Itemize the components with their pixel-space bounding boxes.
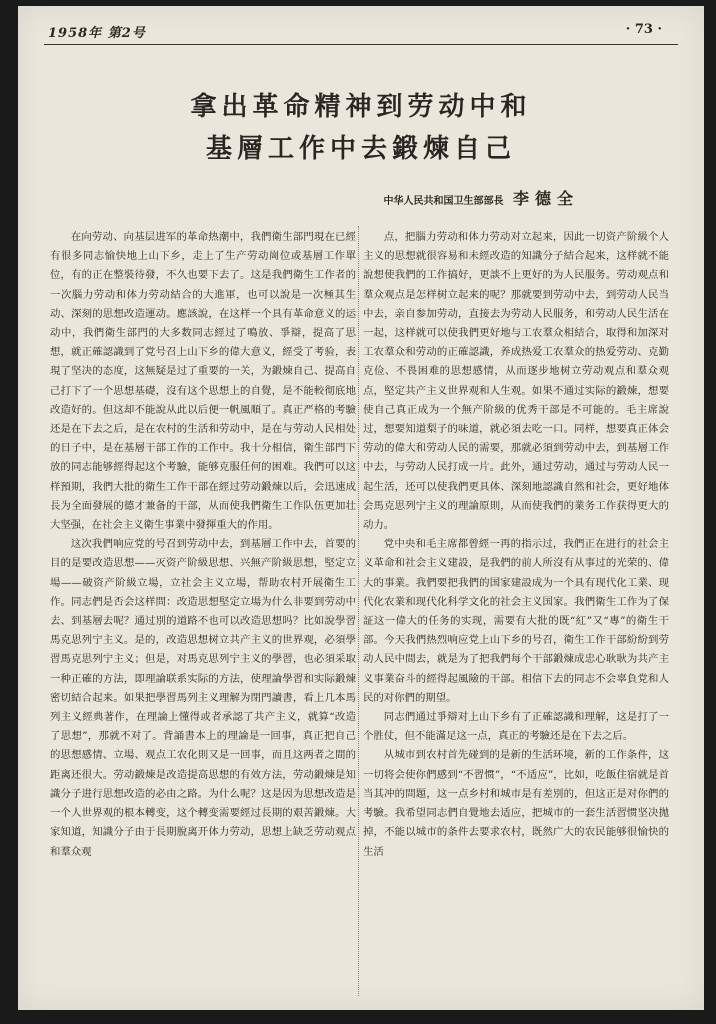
author-name: 李德全	[512, 189, 579, 208]
page-number: · 73 ·	[625, 22, 662, 37]
author-role: 中华人民共和国卫生部部長	[383, 196, 504, 207]
header-rule	[44, 44, 678, 45]
paragraph: 同志們通过爭辯对上山下乡有了正確認識和理解，这是打了一个胜仗，但不能滿足这一点，真正的考驗还是在下去之后。	[363, 711, 669, 743]
right-column	[363, 228, 669, 862]
issue-label: 1958年 第2号	[48, 26, 146, 41]
paragraph: 从城市到农村首先碰到的是新的生活环境，新的工作条件，这一切将会使你們感到“不習惯”，“不适应”，比如，吃飯住宿就是首当其冲的問題，这一点乡村和城市是有差別的，但这正是对你們的考驗。我希望同志們自覺地去适应，把城市的一套生活習惯坚决拋掉，不能以城市的条件去要求农村，既然广大的农民能够很愉快的生活	[363, 749, 669, 858]
article-title-line1: 拿出革命精神到劳动中和	[190, 92, 532, 122]
left-column	[50, 228, 356, 862]
paragraph: 点，把腦力劳动和体力劳动对立起来，因此一切资产阶級个人主义的思想就很容易和未經改造的知識分子結合起来，这样就不能說想使我們的工作搞好，更談不上更好的为人民服务。劳动观点和羣众观点是怎样树立起来的呢？那就要到劳动中去，到劳动人民当中去，亲自参加劳动，直接去为劳动人民服务，和劳动人民生活在一起，这样就可以使我們更好地与工农羣众相結合，取得和加深对工农羣众和劳动的正確認識，养成热爱工农羣众的热爱劳动、克勤克俭、不畏困难的思想感情，从而逐步地树立劳动观点和羣众观点，堅定共产主义世界观和人生观。如果不通过实际的鍛煉，想要使自己真正成为一个無产阶級的优秀干部是不可能的。毛主席說过，想要知道梨子的味道，就必須去吃一口。同样，想要真正体会劳动的偉大和劳动人民的需要，那就必須到劳动中去，到基層工作中去，与劳动人民打成一片。此外，通过劳动，通过与劳动人民一起生活，还可以使我們更具体、深刻地認識自然和社会，更好地体会馬克思列宁主义的理論原則，从而使我們的業务工作获得更大的动力。	[363, 231, 669, 532]
document-page	[18, 6, 704, 1010]
column-divider	[358, 226, 359, 996]
byline	[384, 186, 580, 209]
paragraph: 党中央和毛主席都曾經一再的指示过，我們正在进行的社会主义革命和社会主义建設，是我們的前人所沒有从事过的光荣的、偉大的事業。我們要把我們的国家建設成为一个具有现代化工業、现代化农業和现代化科学文化的社会主义国家。我們衛生工作为了保証这一偉大的任务的实现，需要有大批的既“紅”又“專”的衛生干部。今天我們热烈响应党上山下乡的号召，衛生工作干部紛紛到劳动人民中間去，就是为了把我們每个干部鍛煉成忠心耿耿为共产主义事業奋斗的經得起風險的干部。相信下去的同志不会辜負党和人民的对你們的期望。	[363, 538, 669, 704]
paragraph: 在向劳动、向基层进军的革命热潮中，我們衛生部門現在已經有很多同志愉快地上山下乡，走上了生产劳动崗位或基層工作單位，有的正在整裝待發，不久也要下去了。这是我們衛生工作者的一次腦力劳动和体力劳动結合的大進軍，也可以說是一次極其生动、深刻的思想改造運动。應該說，在这样一个具有革命意义的运动中，我們衛生部門的大多数同志經过了鳴放、爭辯，提高了思想，就正確認識到了党号召上山下乡的偉大意义，經受了考验，表現了坚决的态度，这無疑是过了重要的一关，为鍛煉自己、提高自己打下了一个思想基礎，沒有这个思想上的自覺，是不能較彻底地改造好的。但这却不能說从此以后便一帆風順了。真正严格的考驗还是在下去之后，是在农村的生活和劳动中，是在与劳动人民相处的日子中，是在基層干部工作的工作中。我十分相信，衛生部門下放的同志能够經得起这个考驗，能够克服任何的困难。我們可以这样預期，我們大批的衛生工作干部在經过劳动鍛煉以后，会迅速成長为全面發展的德才兼备的干部，从而使我們衛生工作队伍更加壮大坚强，在社会主义衛生事業中發揮重大的作用。	[50, 231, 356, 532]
article-title-line2: 基層工作中去鍛煉自己	[205, 134, 516, 164]
paragraph: 这次我們响应党的号召到劳动中去，到基層工作中去，首要的目的是要改造思想——灭资产阶級思想、兴無产阶級思想，堅定立場——破资产阶級立場，立社会主义立場，帮助农村开展衛生工作。同志們是否会这样問：改造思想堅定立場为什么非要到劳动中去、到基層去呢？通过別的道路不也可以改造思想吗？比如說學習馬克思列宁主义。是的，改造思想树立共产主义的世界观，必須學習馬克思列宁主义；但是，对馬克思列宁主义的學習，也必須采取一种正確的方法，即理論联系实际的方法，使理論學習和实际鍛煉密切結合起来。如果把學習馬列主义理解为閉門讀書，看上几本馬列主义經典著作，在理論上懂得或者承認了共产主义，就算“改造了思想”，那就不对了。背誦書本上的理論是一回事，真正把自己的思想感情、立場、观点工农化則又是一回事，而且这两者之間的距离还很大。劳动鍛煉是改造提高思想的有效方法，劳动鍛煉是知識分子进行思想改造的必由之路。为什么呢？这是因为思想改造是一个人世界观的根本轉变，这个轉变需要經过長期的艰苦鍛煉。大家知道，知識分子由于長期脫离开体力劳动，思想上缺乏劳动观点和羣众观	[50, 538, 356, 858]
